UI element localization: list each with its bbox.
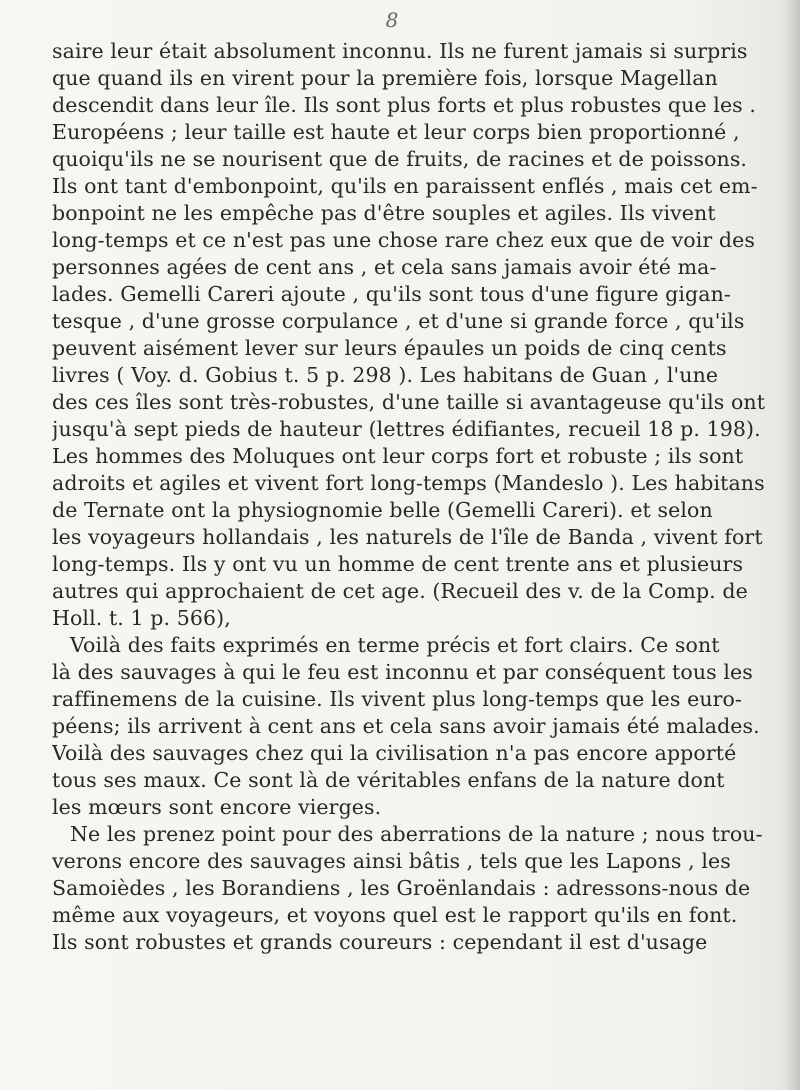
text-line: lades. Gemelli Careri ajoute , qu'ils sont tous d'une figure gigan- (52, 282, 731, 306)
text-line: péens; ils arrivent à cent ans et cela sans avoir jamais été malades. (52, 714, 760, 738)
text-line: bonpoint ne les empêche pas d'être souples et agiles. Ils vivent (52, 201, 716, 225)
text-line: saire leur était absolument inconnu. Ils ne furent jamais si surpris (52, 39, 748, 63)
text-line: Les hommes des Moluques ont leur corps fort et robuste ; ils sont (52, 444, 744, 468)
text-line: raffinemens de la cuisine. Ils vivent plus long-temps que les euro- (52, 687, 742, 711)
text-line: long-temps et ce n'est pas une chose rare chez eux que de voir des (52, 228, 755, 252)
text-line: Ils ont tant d'embonpoint, qu'ils en paraissent enflés , mais cet em- (52, 174, 758, 198)
page-number: 8 (385, 8, 399, 32)
text-line: Européens ; leur taille est haute et leur corps bien proportionné , (52, 120, 740, 144)
text-line: Voilà des sauvages chez qui la civilisation n'a pas encore apporté (52, 741, 737, 765)
text-line: quoiqu'ils ne se nourisent que de fruits, de racines et de poissons. (52, 147, 748, 171)
text-line: les mœurs sont encore vierges. (52, 795, 382, 819)
text-line: personnes agées de cent ans , et cela sans jamais avoir été ma- (52, 255, 717, 279)
text-line: que quand ils en virent pour la première fois, lorsque Magellan (52, 66, 718, 90)
body-text (52, 38, 776, 956)
text-line: adroits et agiles et vivent fort long-temps (Mandeslo ). Les habitans (52, 471, 765, 495)
text-line: là des sauvages à qui le feu est inconnu et par conséquent tous les (52, 660, 753, 684)
text-line: autres qui approchaient de cet age. (Recueil des v. de la Comp. de (52, 579, 748, 603)
paragraph-start: Ne les prenez point pour des aberrations de la nature ; nous trou- (70, 822, 763, 846)
text-line: jusqu'à sept pieds de hauteur (lettres édifiantes, recueil 18 p. 198). (52, 417, 761, 441)
text-line: Ils sont robustes et grands coureurs : cependant il est d'usage (52, 930, 708, 954)
text-line: livres ( Voy. d. Gobius t. 5 p. 298 ). Les habitans de Guan , l'une (52, 363, 719, 387)
text-line: tous ses maux. Ce sont là de véritables enfans de la nature dont (52, 768, 725, 792)
text-line: Holl. t. 1 p. 566), (52, 606, 231, 630)
text-line: même aux voyageurs, et voyons quel est le rapport qu'ils en font. (52, 903, 738, 927)
text-line: Samoièdes , les Borandiens , les Groënlandais : adressons-nous de (52, 876, 751, 900)
text-line: des ces îles sont très-robustes, d'une taille si avantageuse qu'ils ont (52, 390, 766, 414)
text-line: tesque , d'une grosse corpulance , et d'une si grande force , qu'ils (52, 309, 745, 333)
paragraph-start: Voilà des faits exprimés en terme précis et fort clairs. Ce sont (70, 633, 720, 657)
text-line: verons encore des sauvages ainsi bâtis , tels que les Lapons , les (52, 849, 731, 873)
text-line: descendit dans leur île. Ils sont plus forts et plus robustes que les . (52, 93, 757, 117)
text-line: peuvent aisément lever sur leurs épaules un poids de cinq cents (52, 336, 727, 360)
text-line: de Ternate ont la physiognomie belle (Gemelli Careri). et selon (52, 498, 713, 522)
text-line: long-temps. Ils y ont vu un homme de cent trente ans et plusieurs (52, 552, 744, 576)
page-edge-shadow (786, 0, 800, 1090)
text-line: les voyageurs hollandais , les naturels de l'île de Banda , vivent fort (52, 525, 763, 549)
